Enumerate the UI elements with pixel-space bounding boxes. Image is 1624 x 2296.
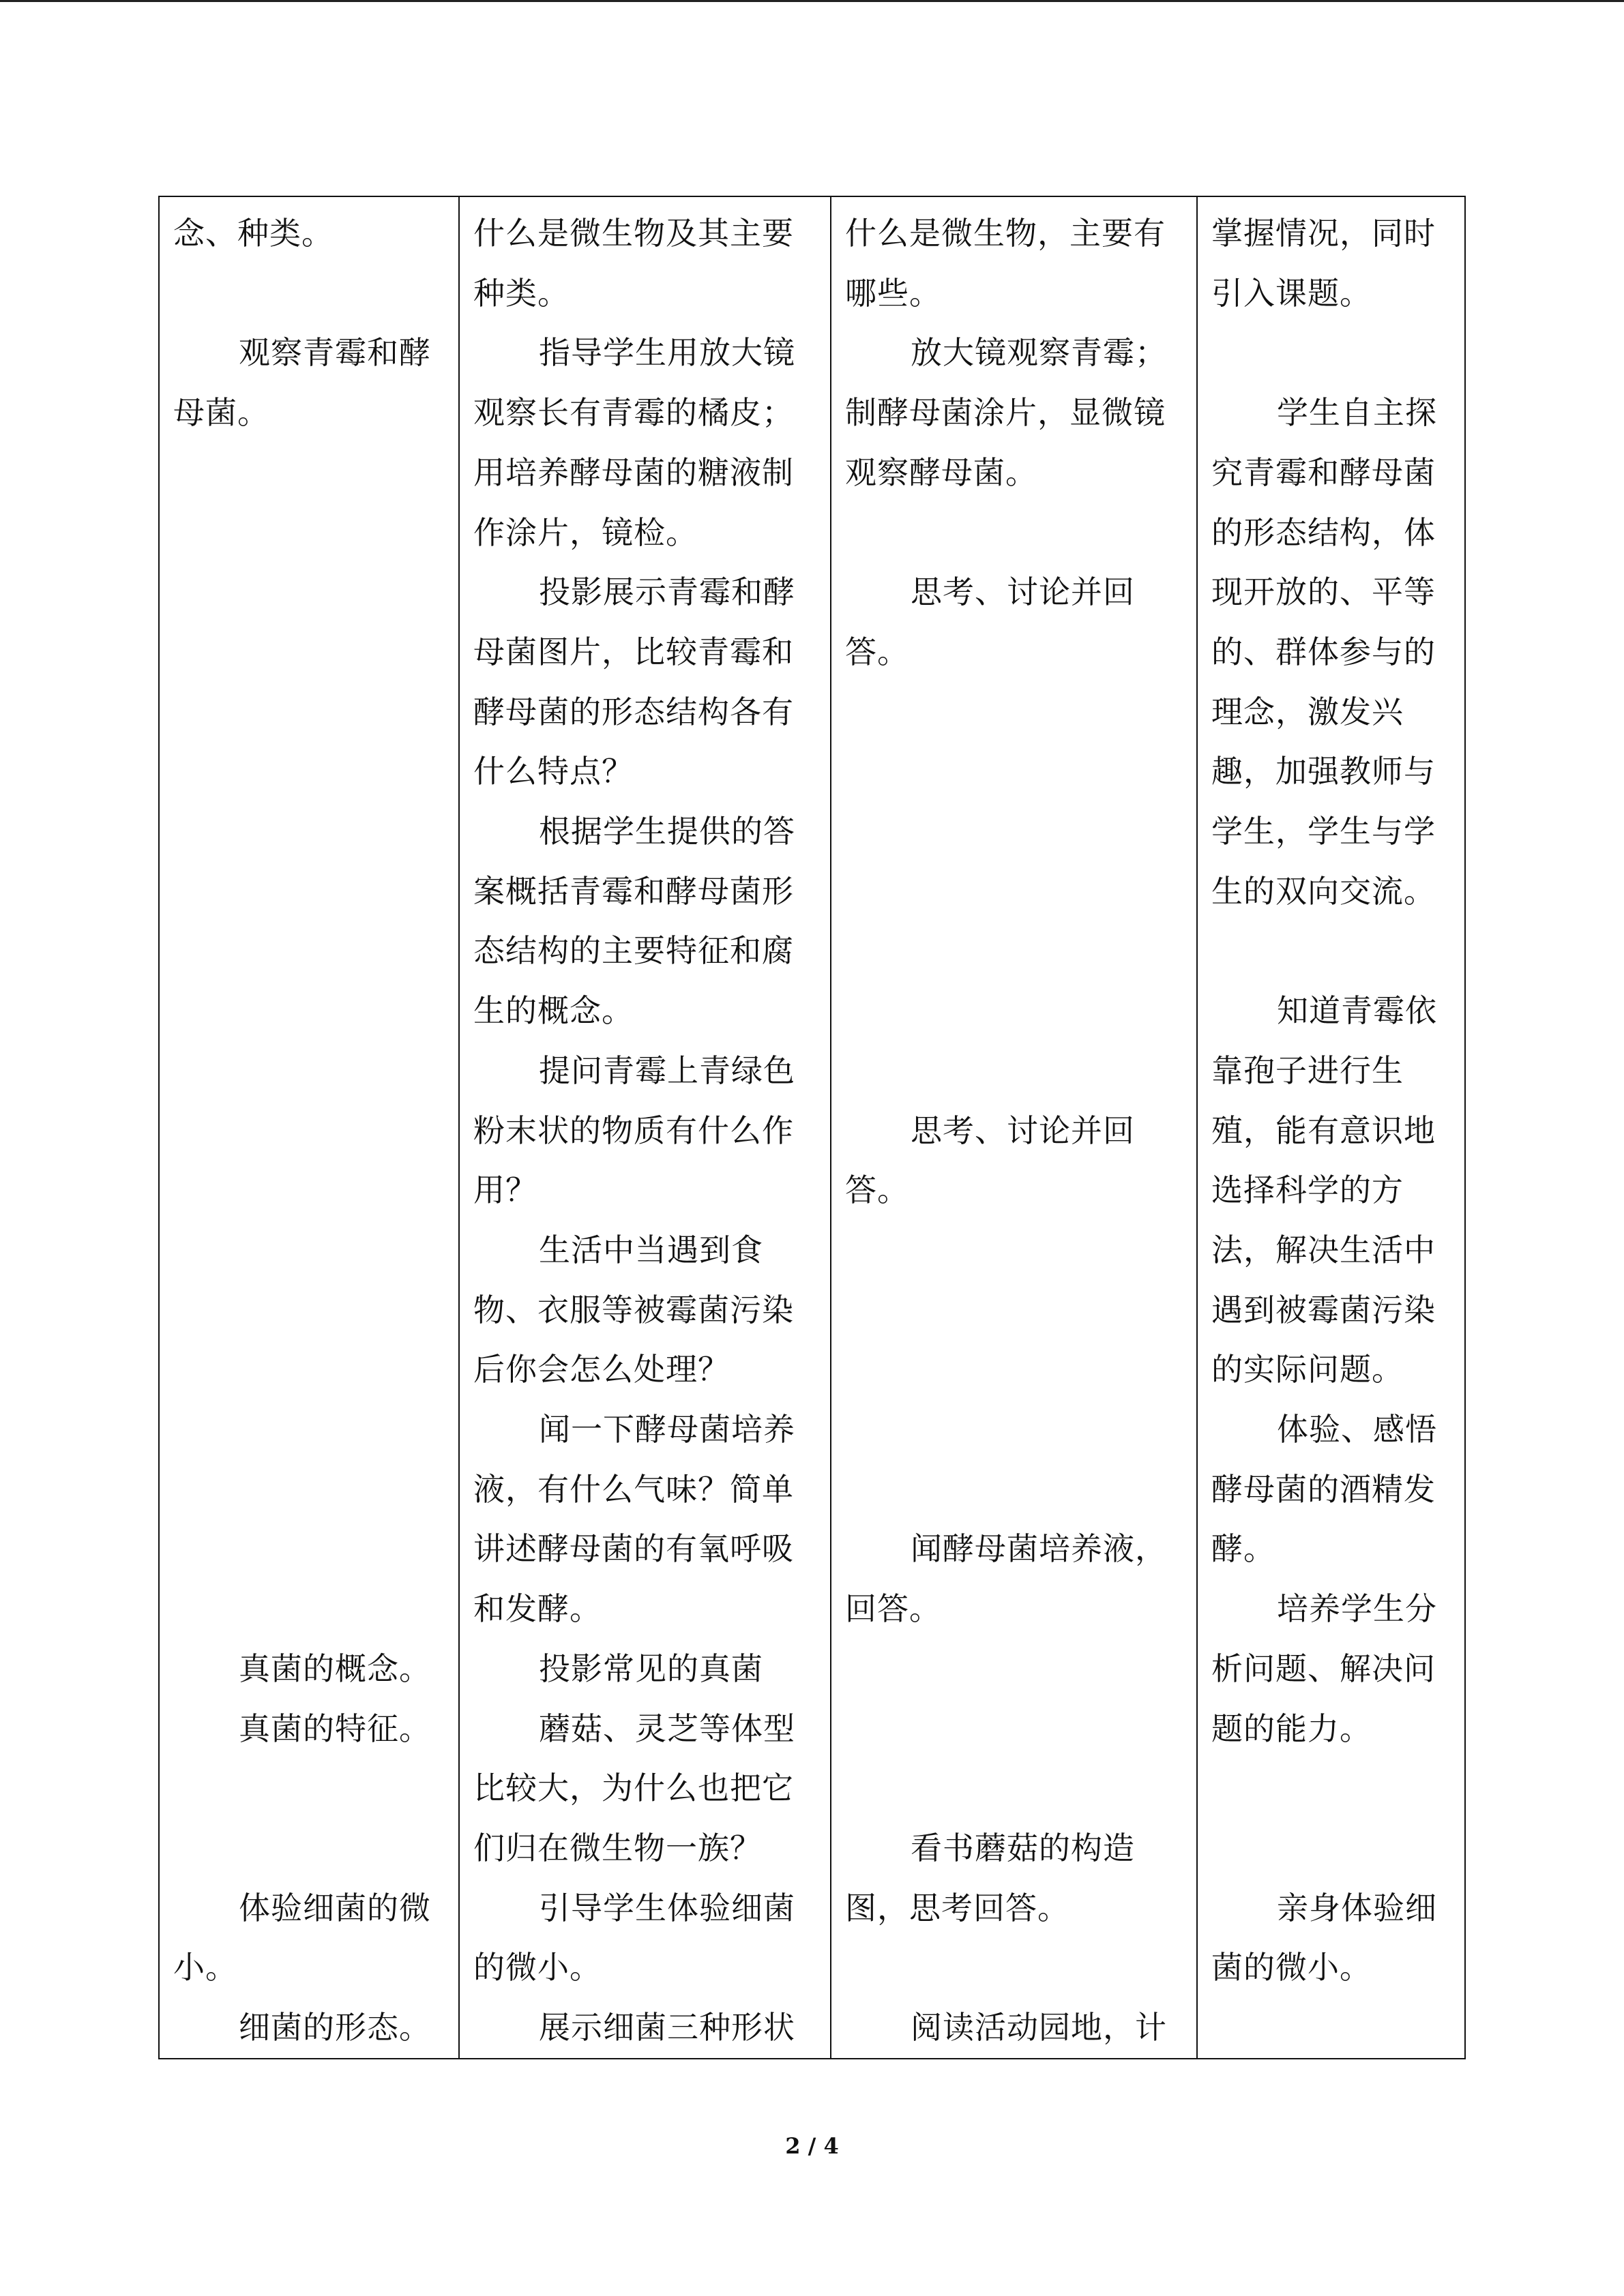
table-cell-line: 案概括青霉和酵母菌形	[473, 872, 794, 910]
table-cell-line: 答。	[845, 633, 909, 670]
table-cell-line: 知道青霉依	[1277, 992, 1437, 1030]
table-cell-line: 用？	[473, 1172, 537, 1209]
table-cell-line: 态结构的主要特征和腐	[473, 932, 794, 970]
table-cell-line: 生活中当遇到食	[539, 1231, 763, 1268]
table-cell-line: 体验细菌的微	[239, 1889, 431, 1926]
table-cell-line: 念、种类。	[173, 215, 334, 252]
table-cell-line: 的微小。	[473, 1949, 602, 1986]
table-cell-line: 引入课题。	[1211, 274, 1372, 312]
table-cell-line: 引导学生体验细菌	[539, 1889, 795, 1926]
table-cell-line: 观察青霉和酵	[239, 334, 431, 372]
table-cell-line: 体验、感悟	[1277, 1411, 1437, 1448]
table-column-student-activity	[830, 197, 1196, 2058]
table-cell-line: 酵母菌的形态结构各有	[473, 693, 794, 730]
table-cell-line: 细菌的形态。	[239, 2009, 431, 2046]
table-cell-line: 什么是微生物，主要有	[845, 215, 1166, 252]
table-cell-line: 们归在微生物一族？	[473, 1829, 762, 1866]
table-column-design-intent	[1196, 197, 1466, 2058]
table-cell-line: 和发酵。	[473, 1590, 602, 1628]
table-cell-line: 究青霉和酵母菌	[1211, 453, 1436, 491]
table-column-content	[160, 197, 458, 2058]
table-cell-line: 母菌。	[173, 394, 269, 432]
table-cell-line: 生的双向交流。	[1211, 872, 1436, 910]
table-cell-line: 根据学生提供的答	[539, 813, 795, 850]
table-cell-line: 蘑菇、灵芝等体型	[539, 1710, 795, 1747]
table-cell-line: 酵。	[1211, 1530, 1275, 1568]
table-cell-line: 什么特点？	[473, 753, 634, 790]
table-cell-line: 菌的微小。	[1211, 1949, 1372, 1986]
table-cell-line: 制酵母菌涂片，显微镜	[845, 394, 1166, 432]
table-cell-line: 作涂片，镜检。	[473, 513, 698, 551]
table-cell-line: 遇到被霉菌污染	[1211, 1291, 1436, 1328]
table-cell-line: 后你会怎么处理？	[473, 1351, 730, 1388]
table-cell-line: 比较大，为什么也把它	[473, 1770, 794, 1807]
table-cell-line: 培养学生分	[1277, 1590, 1437, 1628]
table-cell-line: 学生，学生与学	[1211, 813, 1436, 850]
table-cell-line: 思考、讨论并回	[911, 1112, 1135, 1149]
table-cell-line: 法，解决生活中	[1211, 1231, 1436, 1268]
table-cell-line: 什么是微生物及其主要	[473, 215, 794, 252]
table-cell-line: 的形态结构，体	[1211, 513, 1436, 551]
table-cell-line: 粉末状的物质有什么作	[473, 1112, 794, 1149]
table-cell-line: 投影常见的真菌	[539, 1650, 763, 1687]
table-cell-line: 酵母菌的酒精发	[1211, 1470, 1436, 1508]
table-cell-line: 看书蘑菇的构造	[911, 1829, 1135, 1866]
table-cell-line: 展示细菌三种形状	[539, 2009, 795, 2046]
table-cell-line: 真菌的概念。	[239, 1650, 431, 1687]
table-cell-line: 小。	[173, 1949, 237, 1986]
table-cell-line: 理念，激发兴	[1211, 693, 1404, 730]
table-cell-line: 闻一下酵母菌培养	[539, 1411, 795, 1448]
table-cell-line: 选择科学的方	[1211, 1172, 1404, 1209]
page-number: 2 / 4	[785, 2133, 839, 2159]
table-cell-line: 用培养酵母菌的糖液制	[473, 453, 794, 491]
table-cell-line: 答。	[845, 1172, 909, 1209]
table-cell-line: 放大镜观察青霉；	[911, 334, 1167, 372]
table-cell-line: 闻酵母菌培养液，	[911, 1530, 1167, 1568]
table-cell-line: 观察酵母菌。	[845, 453, 1037, 491]
table-cell-line: 投影展示青霉和酵	[539, 573, 795, 611]
table-cell-line: 思考、讨论并回	[911, 573, 1135, 611]
table-cell-line: 真菌的特征。	[239, 1710, 431, 1747]
table-cell-line: 讲述酵母菌的有氧呼吸	[473, 1530, 794, 1568]
table-cell-line: 生的概念。	[473, 992, 634, 1030]
table-cell-line: 观察长有青霉的橘皮；	[473, 394, 794, 432]
table-cell-line: 趣，加强教师与	[1211, 753, 1436, 790]
table-cell-line: 亲身体验细	[1277, 1889, 1437, 1926]
table-cell-line: 哪些。	[845, 274, 941, 312]
table-cell-line: 现开放的、平等	[1211, 573, 1436, 611]
table-cell-line: 的、群体参与的	[1211, 633, 1436, 670]
table-cell-line: 析问题、解决问	[1211, 1650, 1436, 1687]
table-cell-line: 物、衣服等被霉菌污染	[473, 1291, 794, 1328]
table-cell-line: 殖，能有意识地	[1211, 1112, 1436, 1149]
table-cell-line: 阅读活动园地，计	[911, 2009, 1167, 2046]
table-cell-line: 掌握情况，同时	[1211, 215, 1436, 252]
table-cell-line: 提问青霉上青绿色	[539, 1052, 795, 1089]
table-column-teacher-activity	[458, 197, 830, 2058]
table-cell-line: 的实际问题。	[1211, 1351, 1404, 1388]
table-cell-line: 图，思考回答。	[845, 1889, 1069, 1926]
table-cell-line: 指导学生用放大镜	[539, 334, 795, 372]
page-top-border	[0, 0, 1624, 2]
table-cell-line: 液，有什么气味？简单	[473, 1470, 794, 1508]
table-cell-line: 母菌图片，比较青霉和	[473, 633, 794, 670]
table-cell-line: 题的能力。	[1211, 1710, 1372, 1747]
table-cell-line: 靠孢子进行生	[1211, 1052, 1404, 1089]
lesson-plan-table	[158, 196, 1466, 2059]
table-cell-line: 回答。	[845, 1590, 941, 1628]
table-cell-line: 种类。	[473, 274, 570, 312]
table-cell-line: 学生自主探	[1277, 394, 1437, 432]
